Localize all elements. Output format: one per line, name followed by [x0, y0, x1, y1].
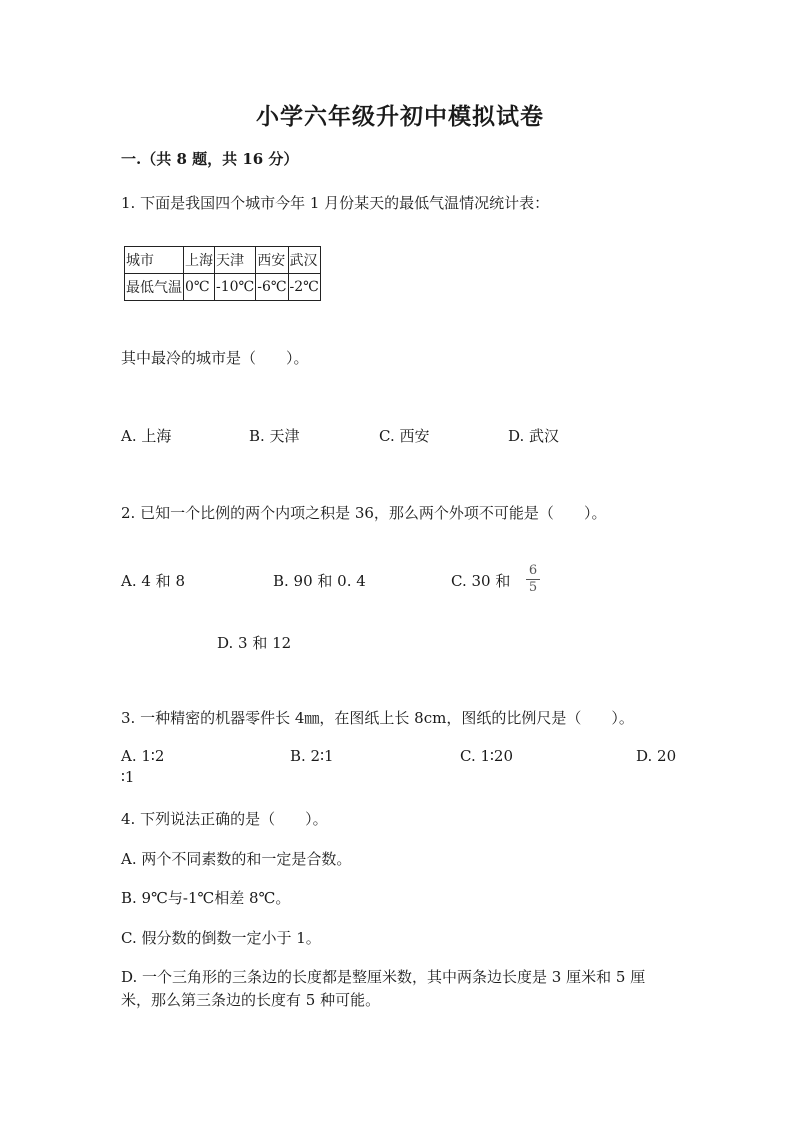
question-4-text: 4. 下列说法正确的是（ ）。: [121, 810, 328, 828]
table-cell: -10℃: [215, 274, 256, 301]
question-4-option-d: D. 一个三角形的三条边的长度都是整厘米数，其中两条边长度是 3 厘米和 5 厘: [121, 968, 646, 986]
question-3-option-c: C. 1∶20: [460, 747, 514, 765]
table-row: [125, 247, 321, 274]
table-cell: 最低气温: [125, 274, 184, 301]
fraction-denominator: 5: [528, 580, 538, 595]
table-cell: -2℃: [288, 274, 320, 301]
question-1-prompt: 其中最冷的城市是（ ）。: [121, 349, 309, 367]
fraction-six-fifths: [526, 564, 540, 595]
question-4-option-b: B. 9℃与-1℃相差 8℃。: [121, 889, 291, 907]
question-2-option-b: B. 90 和 0. 4: [273, 572, 366, 590]
question-3-option-b: B. 2∶1: [290, 747, 334, 765]
question-1-option-a: A. 上海: [121, 427, 172, 445]
table-cell: 西安: [256, 247, 288, 274]
question-2-option-c: C. 30 和: [451, 572, 511, 590]
temperature-table: [124, 246, 321, 301]
question-3-option-d: D. 20: [636, 747, 677, 765]
question-2-option-d: D. 3 和 12: [217, 634, 292, 652]
table-cell: 天津: [215, 247, 256, 274]
question-3-option-d-continued: ∶1: [121, 768, 135, 786]
table-cell: 城市: [125, 247, 184, 274]
table-cell: -6℃: [256, 274, 288, 301]
question-1-option-b: B. 天津: [249, 427, 300, 445]
table-cell: 0℃: [184, 274, 215, 301]
question-3-option-a: A. 1∶2: [121, 747, 165, 765]
question-1-text: 1. 下面是我国四个城市今年 1 月份某天的最低气温情况统计表：: [121, 194, 550, 212]
question-2-text: 2. 已知一个比例的两个内项之积是 36，那么两个外项不可能是（ ）。: [121, 504, 607, 522]
question-4-option-c: C. 假分数的倒数一定小于 1。: [121, 929, 321, 947]
table-cell: 武汉: [288, 247, 320, 274]
fraction-numerator: 6: [528, 563, 538, 578]
question-2-option-a: A. 4 和 8: [121, 572, 185, 590]
page-title: 小学六年级升初中模拟试卷: [256, 103, 544, 130]
question-1-option-c: C. 西安: [379, 427, 430, 445]
question-4-option-d-continued: 米，那么第三条边的长度有 5 种可能。: [121, 991, 381, 1009]
question-3-text: 3. 一种精密的机器零件长 4㎜，在图纸上长 8cm，图纸的比例尺是（ ）。: [121, 709, 634, 727]
section-heading: 一.（共 8 题，共 16 分）: [121, 150, 299, 168]
question-4-option-a: A. 两个不同素数的和一定是合数。: [121, 850, 352, 868]
table-cell: 上海: [184, 247, 215, 274]
question-1-option-d: D. 武汉: [508, 427, 560, 445]
table-row: [125, 274, 321, 301]
